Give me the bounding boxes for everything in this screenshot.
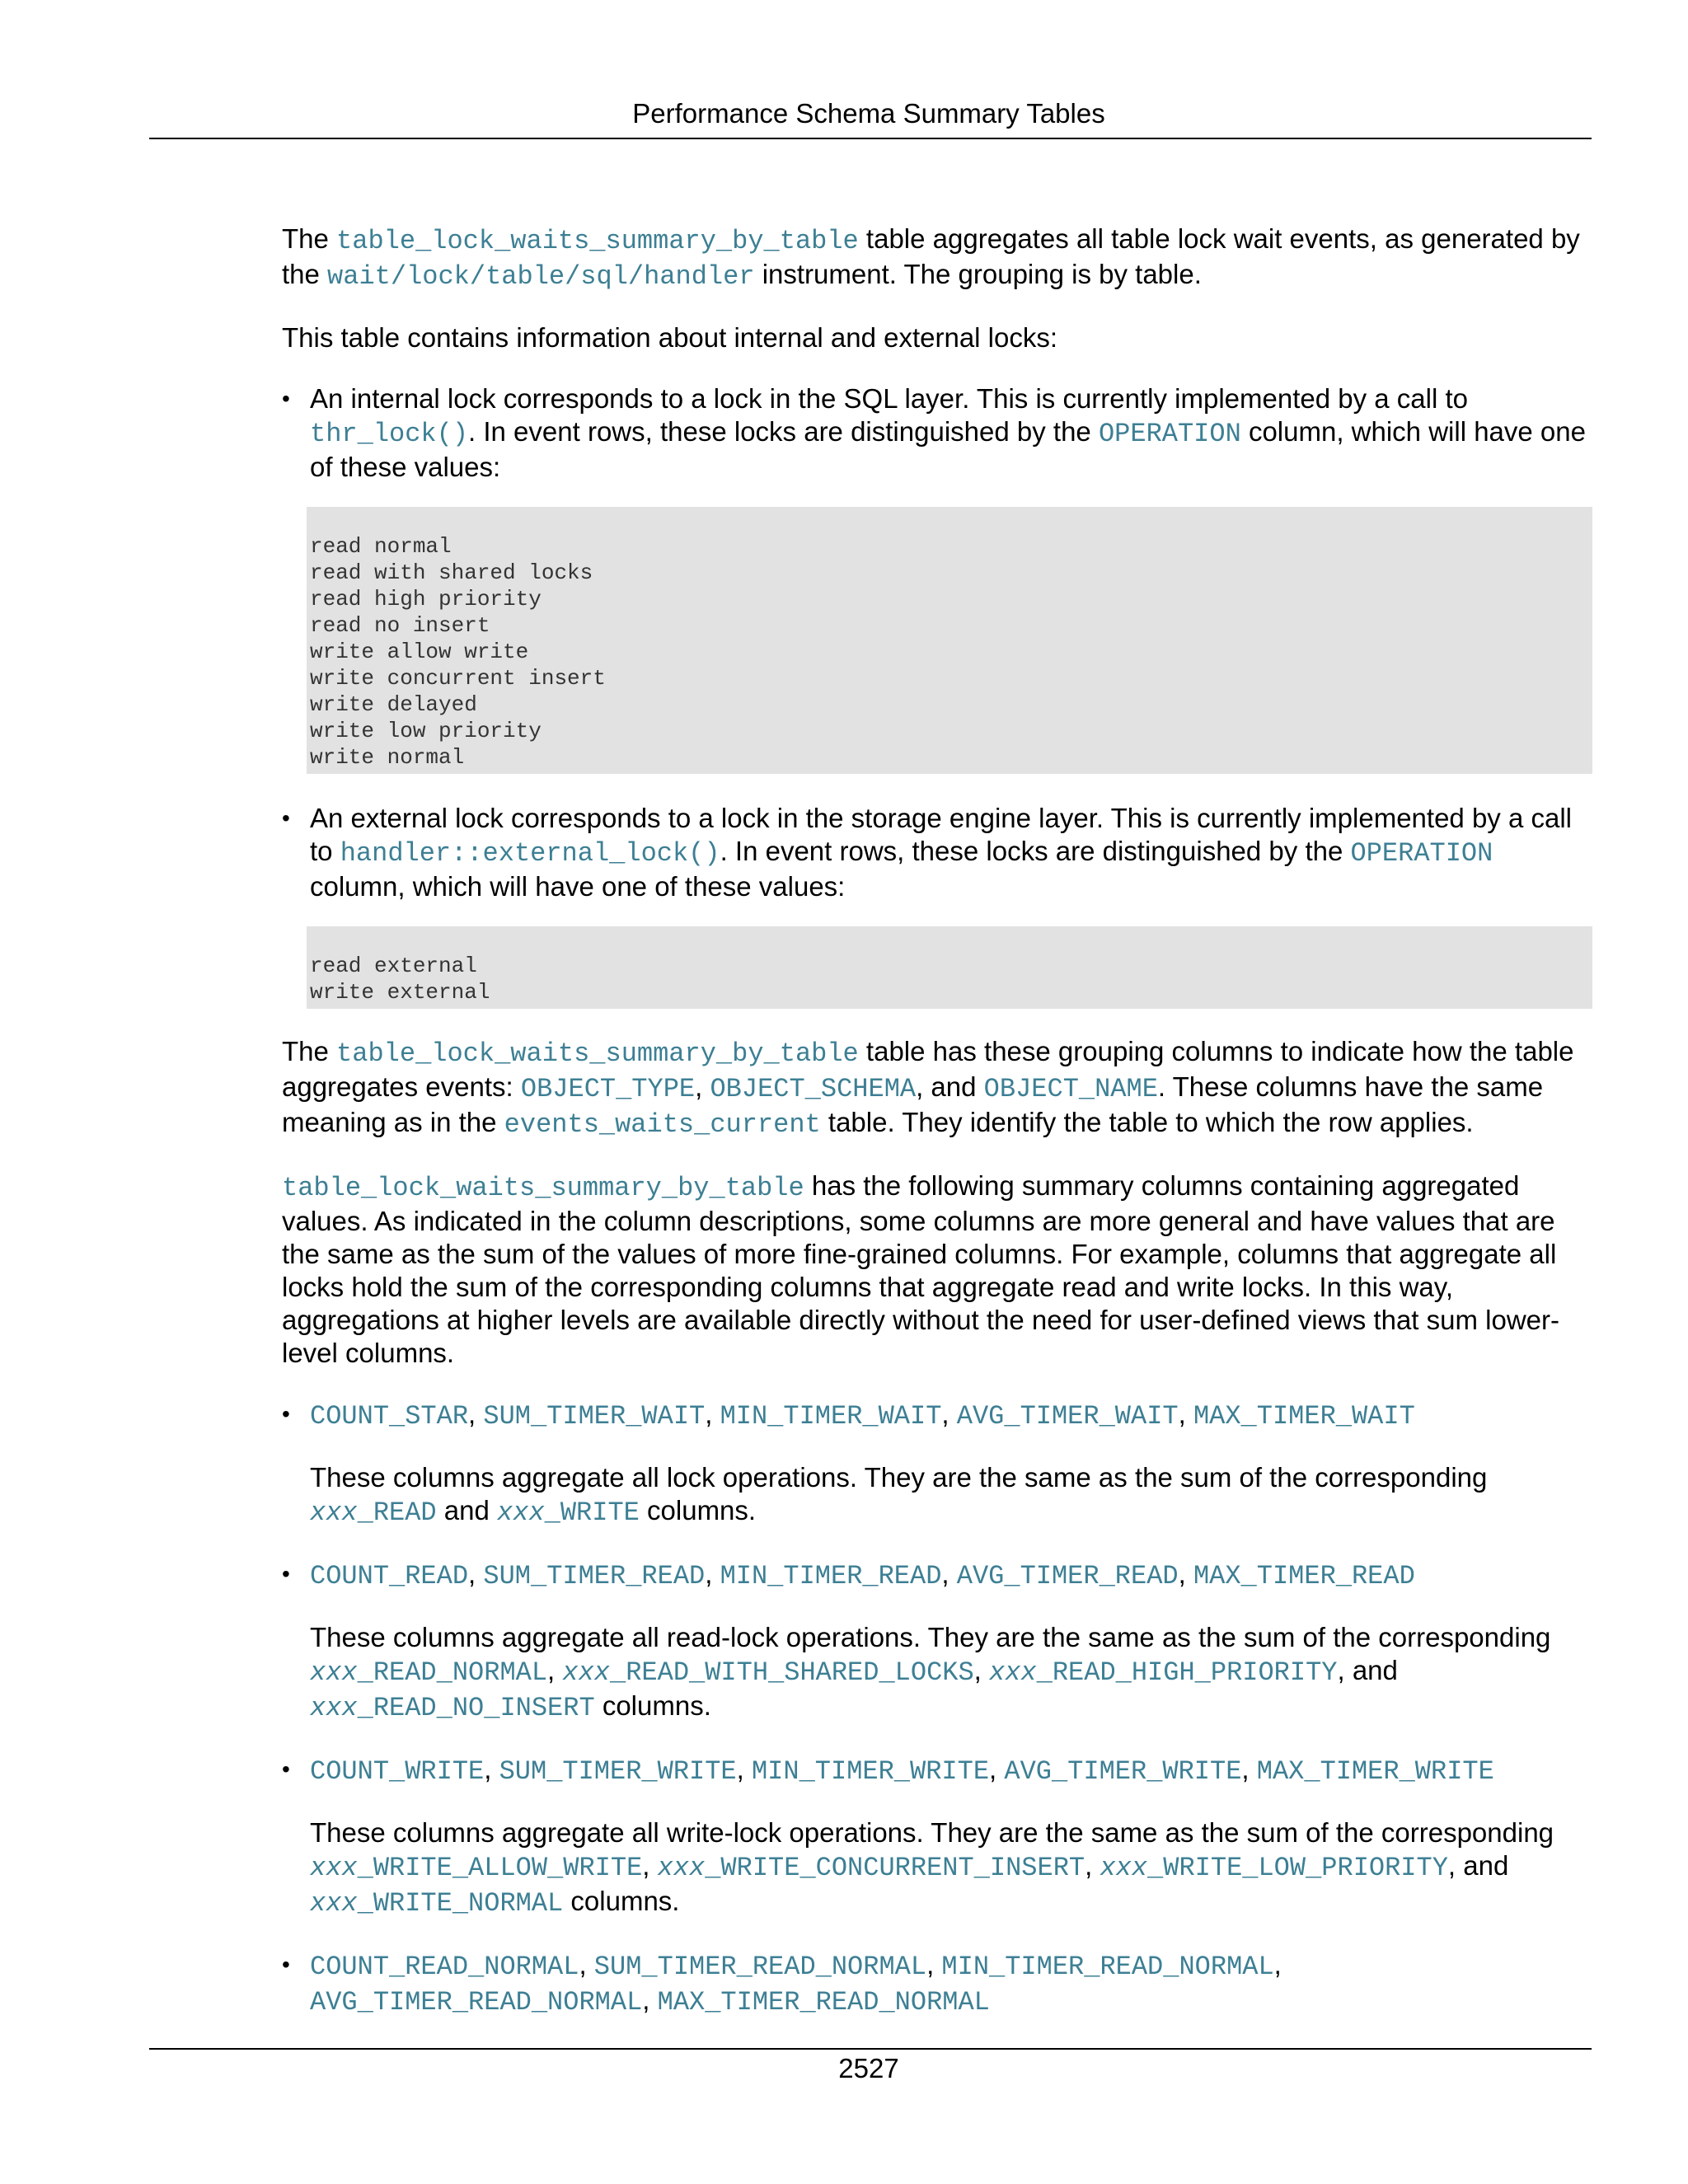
- column-description: [310, 1461, 1592, 1530]
- text-span: has the following summary columns containing aggregated values. As indicated in the column descriptions, some columns are more general and have values that are the same as the sum of the values of more fine-grained columns. For example, columns that aggregate all locks hold the sum of the corresponding columns that aggregate read and write locks. In this way, aggregations at higher levels are available directly without the need for user-defined views that sum lower-level columns.: [282, 1170, 1560, 1368]
- header-rule: [149, 138, 1592, 139]
- placeholder-prefix: xxx: [310, 1853, 358, 1883]
- separator: ,: [973, 1655, 990, 1685]
- instrument-name-link[interactable]: wait/lock/table/sql/handler: [327, 261, 755, 292]
- text-span: columns.: [563, 1886, 680, 1916]
- external-lock-values-code-block: read external write external: [307, 926, 1592, 1009]
- placeholder-prefix: xxx: [310, 1693, 358, 1723]
- avg-timer-read-link[interactable]: AVG_TIMER_READ: [956, 1561, 1179, 1591]
- footer-rule: [149, 2048, 1592, 2050]
- lock-types-list: [282, 382, 1592, 1009]
- avg-timer-wait-link[interactable]: AVG_TIMER_WAIT: [956, 1401, 1179, 1432]
- page-header-title: Performance Schema Summary Tables: [632, 98, 1105, 129]
- placeholder-prefix: xxx: [310, 1497, 358, 1528]
- bullet-icon: •: [282, 386, 290, 411]
- bullet-icon: •: [282, 805, 290, 831]
- thr-lock-link[interactable]: thr_lock(): [310, 419, 469, 449]
- separator: ,: [705, 1558, 720, 1589]
- column-names-line: [310, 1558, 1592, 1593]
- object-type-link[interactable]: OBJECT_TYPE: [520, 1074, 696, 1104]
- column-suffix: _READ: [357, 1497, 437, 1528]
- separator: ,: [1241, 1754, 1257, 1784]
- bullet-icon: •: [282, 1952, 290, 1977]
- placeholder-prefix: xxx: [310, 1888, 358, 1919]
- text-span: and: [436, 1495, 498, 1526]
- text-span: An external lock corresponds to a lock in the storage engine layer. This is currently implemented by a call to: [310, 803, 1573, 866]
- table-name-link[interactable]: table_lock_waits_summary_by_table: [282, 1173, 804, 1203]
- sum-timer-read-normal-link[interactable]: SUM_TIMER_READ_NORMAL: [593, 1952, 927, 1982]
- object-name-link[interactable]: OBJECT_NAME: [983, 1074, 1158, 1104]
- column-names-line: [310, 1398, 1592, 1433]
- text-span: column, which will have one of these values:: [310, 871, 846, 902]
- count-read-link[interactable]: COUNT_READ: [310, 1561, 469, 1591]
- grouping-columns-paragraph: [282, 1035, 1592, 1141]
- column-description: [310, 1621, 1592, 1725]
- text-span: These columns aggregate all lock operations. They are the same as the sum of the corresponding: [310, 1462, 1488, 1493]
- min-timer-wait-link[interactable]: MIN_TIMER_WAIT: [720, 1401, 942, 1432]
- min-timer-write-link[interactable]: MIN_TIMER_WRITE: [751, 1756, 990, 1787]
- text-span: An internal lock corresponds to a lock in the SQL layer. This is currently implemented by a call to: [310, 383, 1468, 414]
- column-suffix: _WRITE_LOW_PRIORITY: [1147, 1853, 1448, 1883]
- sum-timer-read-link[interactable]: SUM_TIMER_READ: [483, 1561, 706, 1591]
- table-name-link[interactable]: table_lock_waits_summary_by_table: [336, 226, 859, 256]
- separator: ,: [705, 1399, 720, 1429]
- text-span: These columns aggregate all read-lock operations. They are the same as the sum of the corresponding: [310, 1622, 1551, 1652]
- separator: ,: [642, 1985, 658, 2015]
- separator: ,: [1178, 1399, 1193, 1429]
- placeholder-prefix: xxx: [657, 1853, 706, 1883]
- column-ref: [310, 1888, 563, 1919]
- separator: ,: [736, 1754, 752, 1784]
- placeholder-prefix: xxx: [562, 1657, 610, 1688]
- text-span: columns.: [639, 1495, 757, 1526]
- max-timer-wait-link[interactable]: MAX_TIMER_WAIT: [1193, 1401, 1415, 1432]
- count-read-normal-link[interactable]: COUNT_READ_NORMAL: [310, 1952, 579, 1982]
- text-span: The: [282, 1036, 337, 1066]
- sum-timer-write-link[interactable]: SUM_TIMER_WRITE: [499, 1756, 737, 1787]
- list-item-read-locks: [282, 1558, 1592, 1725]
- column-ref: [989, 1657, 1337, 1688]
- column-names-line: [310, 1753, 1592, 1788]
- list-item-read-normal: [282, 1948, 1592, 2019]
- separator: ,: [468, 1558, 484, 1589]
- summary-columns-list: [282, 1398, 1592, 2019]
- column-suffix: _READ_WITH_SHARED_LOCKS: [610, 1657, 974, 1688]
- text-span: columns.: [594, 1690, 711, 1721]
- text-span: . In event rows, these locks are distinguished by the: [468, 416, 1099, 447]
- locks-intro-paragraph: This table contains information about internal and external locks:: [282, 322, 1058, 353]
- page-number: 2527: [838, 2053, 899, 2083]
- column-ref: [562, 1657, 973, 1688]
- separator: ,: [941, 1558, 957, 1589]
- separator: ,: [468, 1399, 484, 1429]
- column-description: [310, 1816, 1592, 1920]
- table-name-link[interactable]: table_lock_waits_summary_by_table: [336, 1038, 859, 1069]
- min-timer-read-normal-link[interactable]: MIN_TIMER_READ_NORMAL: [941, 1952, 1274, 1982]
- column-suffix: _WRITE: [544, 1497, 640, 1528]
- separator: ,: [926, 1949, 942, 1980]
- intro-paragraph: [282, 223, 1592, 293]
- text-span: table has these grouping columns to indicate how the table aggregates events:: [282, 1036, 1574, 1102]
- column-suffix: _WRITE_ALLOW_WRITE: [357, 1853, 643, 1883]
- external-lock-link[interactable]: handler::external_lock(): [340, 838, 720, 869]
- separator: ,: [484, 1754, 499, 1784]
- placeholder-prefix: xxx: [497, 1497, 545, 1528]
- column-ref: [658, 1853, 1085, 1883]
- separator: , and: [1447, 1850, 1509, 1881]
- column-names-line: [310, 1948, 1592, 2019]
- bullet-icon: •: [282, 1561, 290, 1586]
- column-ref: [310, 1693, 595, 1723]
- column-suffix: _READ_NO_INSERT: [357, 1693, 595, 1723]
- external-lock-paragraph: [310, 802, 1592, 903]
- text-span: . These columns have the same meaning as in the: [282, 1071, 1544, 1137]
- text-span: . In event rows, these locks are distinguished by the: [720, 836, 1351, 866]
- min-timer-read-link[interactable]: MIN_TIMER_READ: [720, 1561, 942, 1591]
- operation-column-link[interactable]: OPERATION: [1350, 838, 1493, 869]
- text-span: , and: [916, 1071, 984, 1102]
- column-ref: [310, 1497, 437, 1528]
- avg-timer-read-normal-link[interactable]: AVG_TIMER_READ_NORMAL: [310, 1987, 643, 2018]
- count-star-link[interactable]: COUNT_STAR: [310, 1401, 469, 1432]
- sum-timer-wait-link[interactable]: SUM_TIMER_WAIT: [483, 1401, 706, 1432]
- separator: ,: [1085, 1850, 1100, 1881]
- column-suffix: _WRITE_NORMAL: [357, 1888, 564, 1919]
- placeholder-prefix: xxx: [989, 1657, 1037, 1688]
- count-write-link[interactable]: COUNT_WRITE: [310, 1756, 485, 1787]
- text-span: column, which will have one of these values:: [310, 416, 1586, 482]
- column-ref: [1100, 1853, 1447, 1883]
- list-item-internal-lock: [282, 382, 1592, 774]
- column-ref: [497, 1497, 640, 1528]
- separator: ,: [579, 1949, 594, 1980]
- separator: , and: [1337, 1655, 1398, 1685]
- list-item-external-lock: [282, 802, 1592, 1009]
- column-suffix: _READ_HIGH_PRIORITY: [1036, 1657, 1338, 1688]
- column-ref: [310, 1853, 642, 1883]
- separator: ,: [989, 1754, 1005, 1784]
- column-ref: [310, 1657, 547, 1688]
- separator: ,: [1178, 1558, 1193, 1589]
- document-body: [282, 223, 1592, 2019]
- internal-lock-values-code-block: read normal read with shared locks read high priority read no insert write allow write write concurrent insert write delayed write low priority write normal: [307, 507, 1592, 774]
- avg-timer-write-link[interactable]: AVG_TIMER_WRITE: [1004, 1756, 1242, 1787]
- summary-columns-paragraph: [282, 1169, 1592, 1370]
- separator: ,: [941, 1399, 957, 1429]
- separator: ,: [547, 1655, 563, 1685]
- separator: ,: [1273, 1949, 1282, 1980]
- column-suffix: _READ_NORMAL: [357, 1657, 548, 1688]
- events-waits-current-link[interactable]: events_waits_current: [504, 1109, 821, 1140]
- placeholder-prefix: xxx: [310, 1657, 358, 1688]
- max-timer-read-link[interactable]: MAX_TIMER_READ: [1193, 1561, 1415, 1591]
- max-timer-read-normal-link[interactable]: MAX_TIMER_READ_NORMAL: [657, 1987, 990, 2018]
- bullet-icon: •: [282, 1756, 290, 1782]
- max-timer-write-link[interactable]: MAX_TIMER_WRITE: [1256, 1756, 1494, 1787]
- list-item-write-locks: [282, 1753, 1592, 1920]
- list-item-all-locks: [282, 1398, 1592, 1530]
- operation-column-link[interactable]: OPERATION: [1098, 419, 1241, 449]
- text-span: ,: [695, 1071, 710, 1102]
- separator: ,: [642, 1850, 658, 1881]
- column-suffix: _WRITE_CONCURRENT_INSERT: [705, 1853, 1085, 1883]
- bullet-icon: •: [282, 1401, 290, 1427]
- text-span: table aggregates all table lock wait events, as generated by the: [282, 223, 1580, 289]
- placeholder-prefix: xxx: [1100, 1853, 1148, 1883]
- text-span: table. They identify the table to which the row applies.: [820, 1107, 1474, 1137]
- text-span: The: [282, 223, 337, 254]
- text-span: These columns aggregate all write-lock operations. They are the same as the sum of the corresponding: [310, 1817, 1554, 1848]
- object-schema-link[interactable]: OBJECT_SCHEMA: [710, 1074, 917, 1104]
- text-span: instrument. The grouping is by table.: [754, 259, 1202, 289]
- internal-lock-paragraph: [310, 382, 1592, 484]
